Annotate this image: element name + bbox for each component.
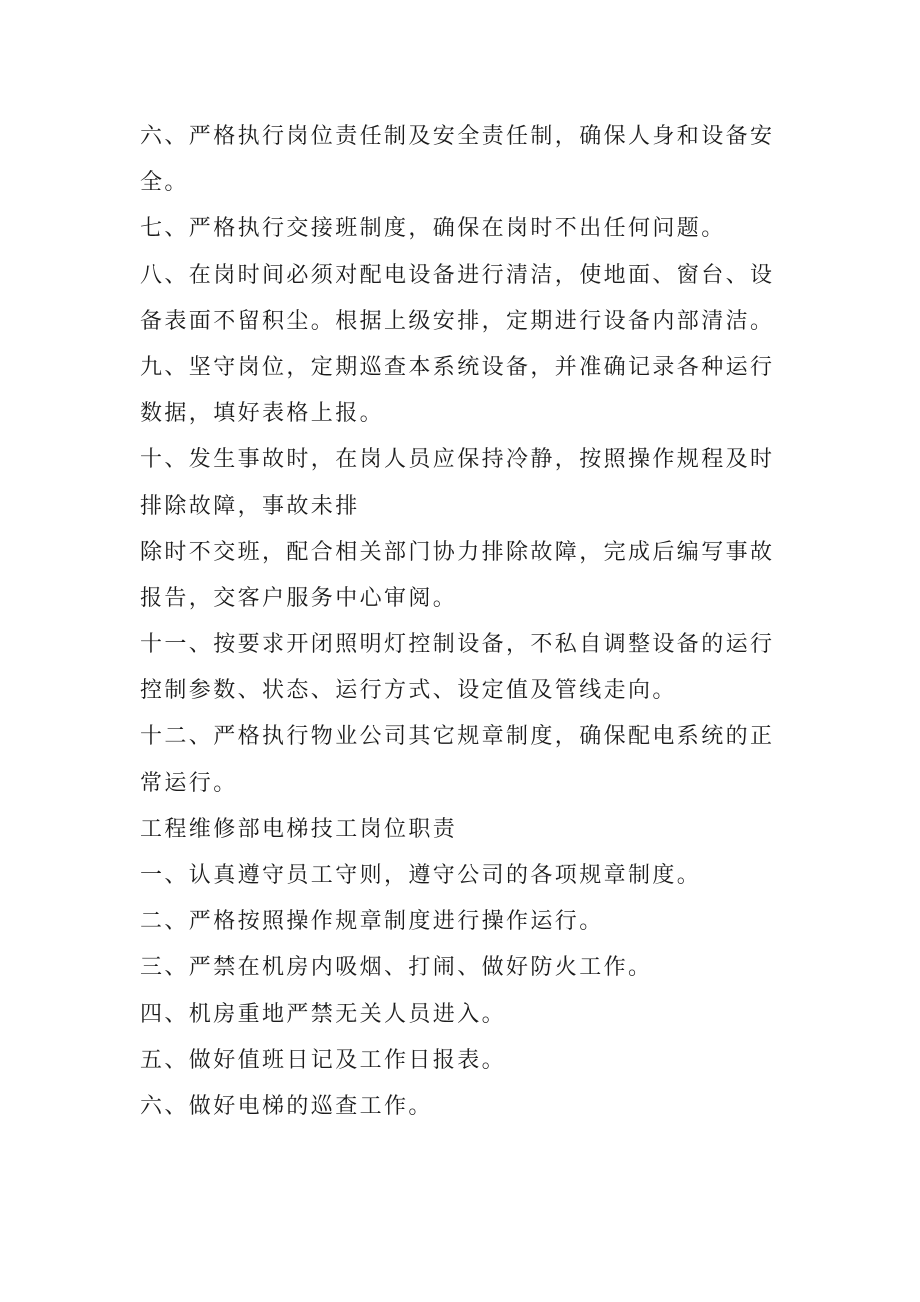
text-line: 三、严禁在机房内吸烟、打闹、做好防火工作。 (140, 955, 653, 981)
text-line: 六、严格执行岗位责任制及安全责任制，确保人身和设备安 (140, 124, 775, 149)
text-line: 二、严格按照操作规章制度进行操作运行。 (140, 909, 604, 935)
text-line: 十二、严格执行物业公司其它规章制度，确保配电系统的正 (140, 724, 775, 750)
text-line: 五、做好值班日记及工作日报表。 (140, 1047, 507, 1073)
text-line: 除时不交班，配合相关部门协力排除故障，完成后编写事故 (140, 539, 775, 565)
text-line: 七、严格执行交接班制度，确保在岗时不出任何问题。 (140, 216, 726, 242)
text-line: 四、机房重地严禁无关人员进入。 (140, 1001, 507, 1027)
text-line: 十一、按要求开闭照明灯控制设备，不私自调整设备的运行 (140, 632, 775, 658)
text-line: 数据，填好表格上报。 (140, 401, 385, 427)
text-line: 排除故障，事故未排 (140, 493, 360, 519)
text-line: 八、在岗时间必须对配电设备进行清洁，使地面、窗台、设 (140, 262, 775, 288)
text-line: 备表面不留积尘。根据上级安排，定期进行设备内部清洁。 (140, 308, 775, 334)
text-line: 一、认真遵守员工守则，遵守公司的各项规章制度。 (140, 863, 702, 888)
section-heading: 工程维修部电梯技工岗位职责 (140, 816, 458, 842)
text-line: 九、坚守岗位，定期巡查本系统设备，并准确记录各种运行 (140, 354, 775, 380)
text-column (140, 114, 800, 1130)
text-line: 常运行。 (140, 770, 238, 796)
text-line: 控制参数、状态、运行方式、设定值及管线走向。 (140, 678, 677, 704)
text-line: 报告，交客户服务中心审阅。 (140, 585, 458, 611)
text-line: 六、做好电梯的巡查工作。 (140, 1093, 433, 1119)
text-line: 全。 (140, 170, 189, 196)
text-line: 十、发生事故时，在岗人员应保持冷静，按照操作规程及时 (140, 447, 775, 473)
